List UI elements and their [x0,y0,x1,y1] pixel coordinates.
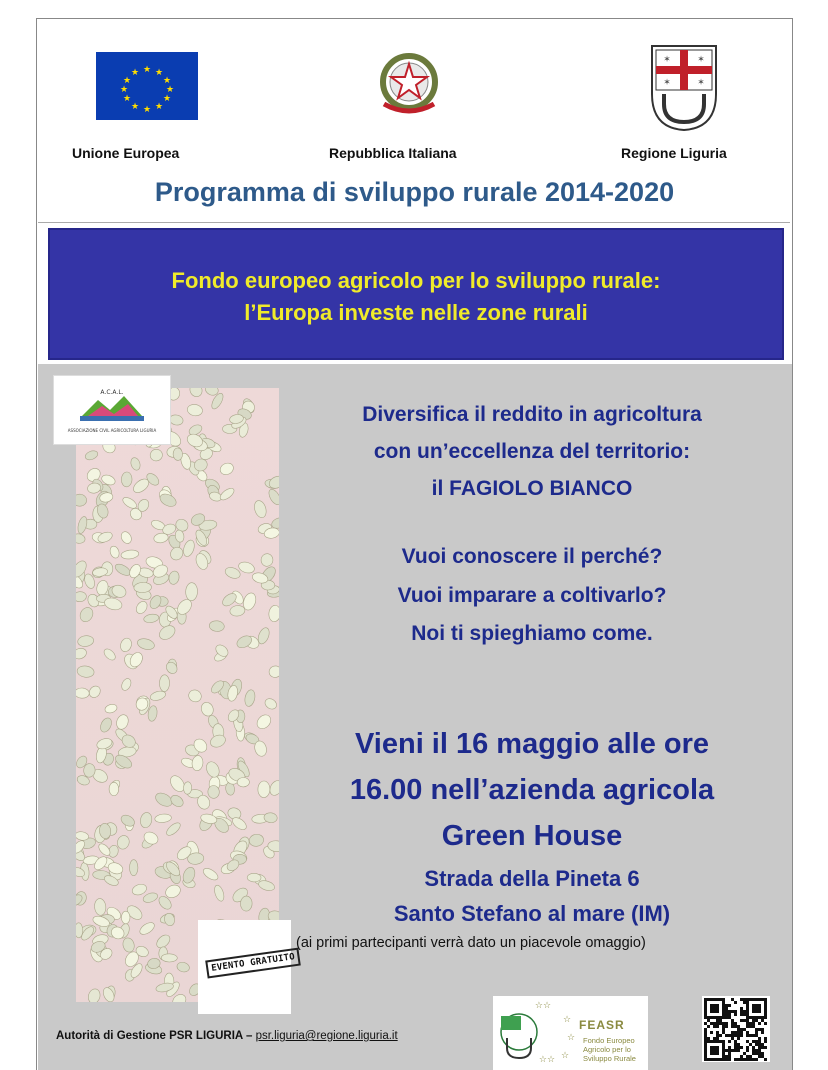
svg-text:✶: ✶ [663,78,671,88]
svg-text:★: ★ [162,76,172,86]
gift-note: (ai primi partecipanti verrà dato un piacevole omaggio) [296,935,646,951]
liguria-label: Regione Liguria [621,145,727,161]
svg-text:✶: ✶ [697,78,705,88]
svg-text:ASSOCIAZIONE CIVIL AGRICOLTURA: ASSOCIAZIONE CIVIL AGRICOLTURA LIGURIA [67,428,157,433]
banner-line: Fondo europeo agricolo per lo sviluppo rurale: [171,268,661,293]
svg-text:★: ★ [142,105,152,115]
authority-label: Autorità di Gestione PSR LIGURIA – [56,1030,256,1042]
white-beans-photo [76,388,279,1002]
svg-text:★: ★ [122,94,132,104]
svg-text:★: ★ [130,102,140,112]
banner-line: l’Europa investe nelle zone rurali [244,300,588,325]
free-event-label: EVENTO GRATUITO [205,948,301,979]
footer-authority [56,1030,398,1042]
page-border [36,18,793,19]
svg-text:✶: ✶ [697,55,705,65]
svg-text:☆: ☆ [566,1033,576,1043]
svg-text:A.C.A.L.: A.C.A.L. [100,389,124,396]
svg-text:☆: ☆ [562,1015,572,1025]
feasr-title: FEASR [579,1018,625,1032]
svg-text:✶: ✶ [663,55,671,65]
svg-text:★: ★ [122,76,132,86]
svg-text:★: ★ [165,85,175,95]
svg-text:☆☆: ☆☆ [534,1001,552,1011]
acal-logo-icon [53,375,171,445]
svg-text:★: ★ [130,68,140,78]
programme-title: Programma di sviluppo rurale 2014-2020 [154,177,675,207]
intro-line: Diversifica il reddito in agricoltura [362,403,702,426]
intro-line: il FAGIOLO BIANCO [431,477,633,500]
address-line: Santo Stefano al mare (IM) [393,901,671,926]
question-line: Vuoi imparare a coltivarlo? [397,584,667,607]
italian-republic-emblem-icon [372,48,446,120]
liguria-crest-icon [650,44,718,132]
svg-text:★: ★ [154,68,164,78]
svg-text:☆☆: ☆☆ [538,1055,556,1065]
email-link[interactable]: psr.liguria@regione.liguria.it [255,1030,398,1042]
svg-text:★: ★ [142,65,152,75]
svg-text:★: ★ [119,85,129,95]
intro-line: con un’eccellenza del territorio: [373,440,691,463]
qr-code-icon [702,996,770,1062]
address-line: Strada della Pineta 6 [424,866,640,891]
page-border [36,18,37,1070]
question-line: Vuoi conoscere il perché? [401,545,663,568]
free-event-badge [198,920,296,1014]
banner [48,228,784,360]
eu-flag-icon [96,52,198,120]
feasr-emblem-icon [493,996,583,1070]
event-line: Green House [441,820,623,852]
question-line: Noi ti spieghiamo come. [411,622,653,645]
event-line: 16.00 nell’azienda agricola [349,774,715,806]
svg-text:☆: ☆ [560,1051,570,1061]
svg-text:★: ★ [154,102,164,112]
event-line: Vieni il 16 maggio alle ore [354,728,710,760]
page-border [792,18,793,1070]
eu-label: Unione Europea [72,145,180,161]
feasr-logo [493,996,648,1070]
feasr-subtitle: Fondo Europeo Agricolo per lo Sviluppo Rurale [583,1036,636,1063]
italian-republic-label: Repubblica Italiana [329,145,457,161]
svg-text:★: ★ [162,94,172,104]
